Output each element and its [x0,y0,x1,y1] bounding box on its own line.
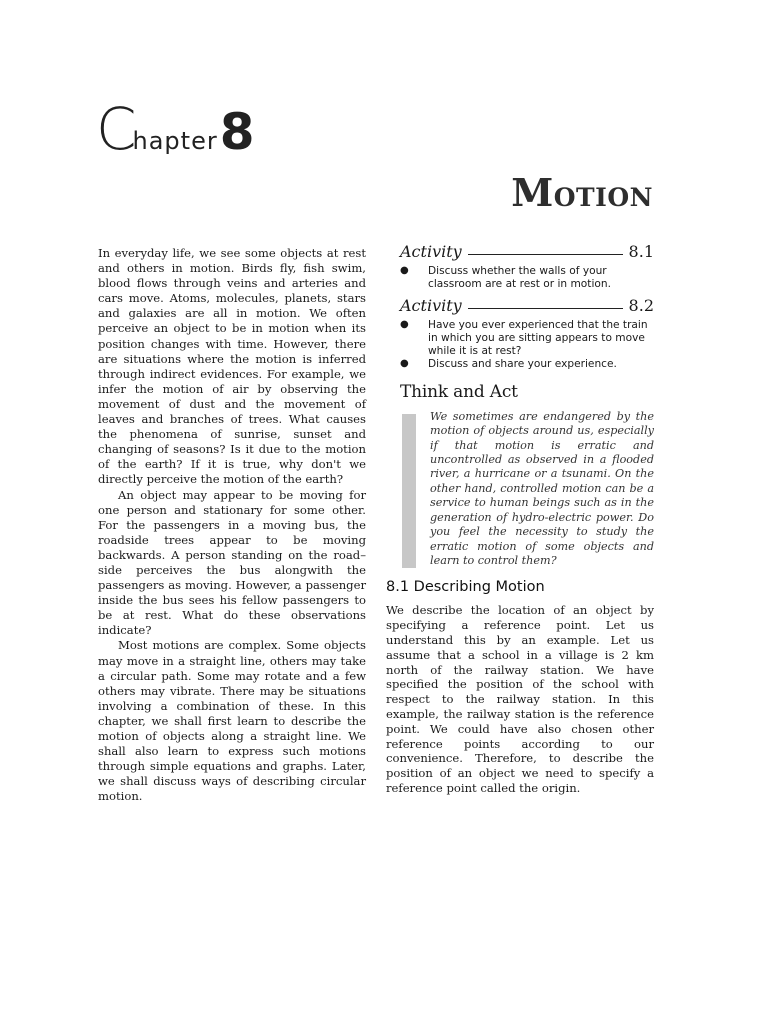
intro-column [98,246,366,804]
intro-paragraph-2: An object may appear to be moving for one person and stationary for some other. For the passengers in a moving bus, the roadside trees appear to be moving backwards. A person standing on the road–side perceives the bus alongwith the passengers as moving. However, a passenger inside the bus sees his fellow passengers to be at rest. What do these observations indicate? [98,487,366,638]
activity-item [400,265,654,290]
activity-label: Activity [400,296,462,316]
activity-item-text: Discuss and share your experience. [428,358,617,371]
activity-8-1 [386,244,654,290]
activity-item-text: Have you ever experienced that the train in which you are sitting appears to move while it is at rest? [428,319,648,357]
intro-paragraph-1: In everyday life, we see some objects at rest and others in motion. Birds fly, fish swim, blood flows through veins and arteries and cars move. Atoms, molecules, planets, stars and galaxies are all in motion. We often perceive an object to be in motion when its position changes with time. However, there are situations where the motion is inferred through indirect evidences. For example, we infer the motion of air by observing the movement of dust and the movement of leaves and branches of trees. What causes the phenomena of sunrise, sunset and changing of seasons? Is it due to the motion of the earth? If it is true, why don't we directly perceive the motion of the earth? [98,246,366,487]
activity-item-text: Discuss whether the walls of your classroom are at rest or in motion. [428,265,611,290]
activity-number: 8.1 [628,242,654,261]
activity-list [400,319,654,370]
chapter-title-initial: M [511,170,554,215]
activity-8-2 [386,298,654,370]
chapter-number: 8 [219,103,255,161]
sidebar-accent-bar [402,414,416,568]
activity-list [400,265,654,290]
intro-paragraph-3: Most motions are complex. Some objects may move in a straight line, others may take a circular path. Some may rotate and a few others may vibrate. There may be situations involving a combination of these. In this chapter, we shall first learn to describe the motion of objects along a straight line. We shall also learn to express such motions through simple equations and graphs. Later, we shall discuss ways of describing circular motion. [98,638,366,804]
activity-item [400,358,654,371]
chapter-heading [96,95,255,163]
think-and-act-title: Think and Act [400,381,518,402]
think-and-act-text: We sometimes are endangered by the motion of objects around us, especially if that motion is erratic and uncontrolled as observed in a flooded river, a hurricane or a tsunami. On the other hand, controlled motion can be a service to human beings such as in the generation of hydro-electric power. Do you feel the necessity to study the erratic motion of some objects and learn to control them? [430,409,654,567]
activity-label: Activity [400,242,462,261]
chapter-initial: C [96,95,137,163]
activity-item [400,319,654,357]
activity-rule [468,307,623,309]
bullet-icon: ● [400,265,409,277]
section-heading: 8.1 Describing Motion [386,579,545,596]
think-and-act-box [386,410,654,568]
activity-title [386,244,654,259]
chapter-word: hapter [132,127,218,155]
bullet-icon: ● [400,358,409,370]
section-body: We describe the location of an object by specifying a reference point. Let us understand this by an example. Let us assume that a school in a village is 2 km north of the railway station. We have specified the position of the school with respect to the railway station. In this example, the railway station is the reference point. We could have also chosen other reference points according to our convenience. Therefore, to describe the position of an object we need to specify a reference point called the origin. [386,603,654,795]
activity-title [386,296,654,316]
activity-number: 8.2 [628,296,654,316]
chapter-title-rest: OTION [553,183,653,212]
right-column [386,244,654,796]
activity-rule [468,253,623,255]
chapter-title [511,170,653,215]
bullet-icon: ● [400,319,409,331]
